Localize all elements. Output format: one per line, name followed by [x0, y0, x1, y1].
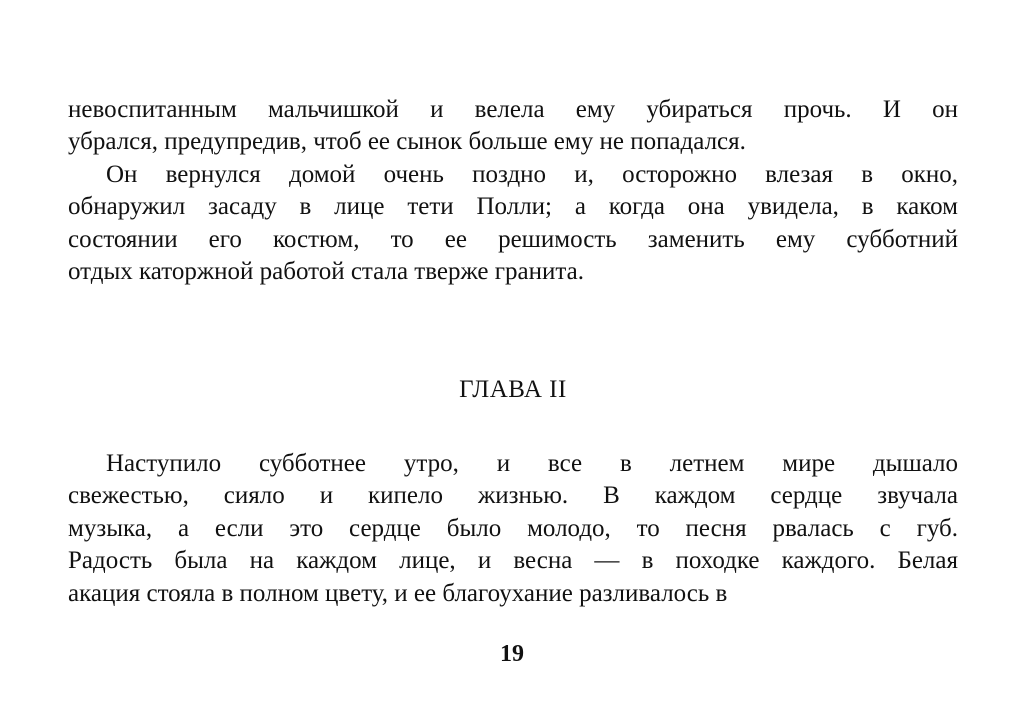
text-line: музыка, а если это сердце было молодо, то песня рвалась с губ.: [68, 514, 958, 542]
text-line: убрался, предупредив, чтоб ее сынок больше ему не попадался.: [68, 128, 746, 156]
paragraph-continuation: [68, 94, 958, 159]
text-line: Наступило субботнее утро, и все в летнем мире дышало: [106, 450, 958, 477]
page-number: 19: [500, 641, 524, 667]
text-line: свежестью, сияло и кипело жизнью. В каждом сердце звучала: [68, 482, 958, 510]
paragraph-return-home: [68, 159, 958, 289]
chapter-heading: ГЛАВА II: [459, 376, 567, 403]
text-line: отдых каторжной работой стала тверже гранита.: [68, 258, 584, 286]
text-line: акация стояла в полном цвету, и ее благоухание разливалось в: [68, 579, 728, 607]
text-line: состоянии его костюм, то ее решимость заменить ему субботний: [68, 225, 958, 253]
text-line: Радость была на каждом лице, и весна — в походке каждого. Белая: [68, 547, 958, 575]
text-line: Он вернулся домой очень поздно и, осторожно влезая в окно,: [106, 160, 958, 188]
page-body: [68, 94, 958, 288]
paragraph-saturday-morning: [68, 448, 958, 610]
text-line: обнаружил засаду в лице тети Полли; а когда она увидела, в каком: [68, 193, 958, 221]
text-line: невоспитанным мальчишкой и велела ему убираться прочь. И он: [68, 96, 958, 123]
